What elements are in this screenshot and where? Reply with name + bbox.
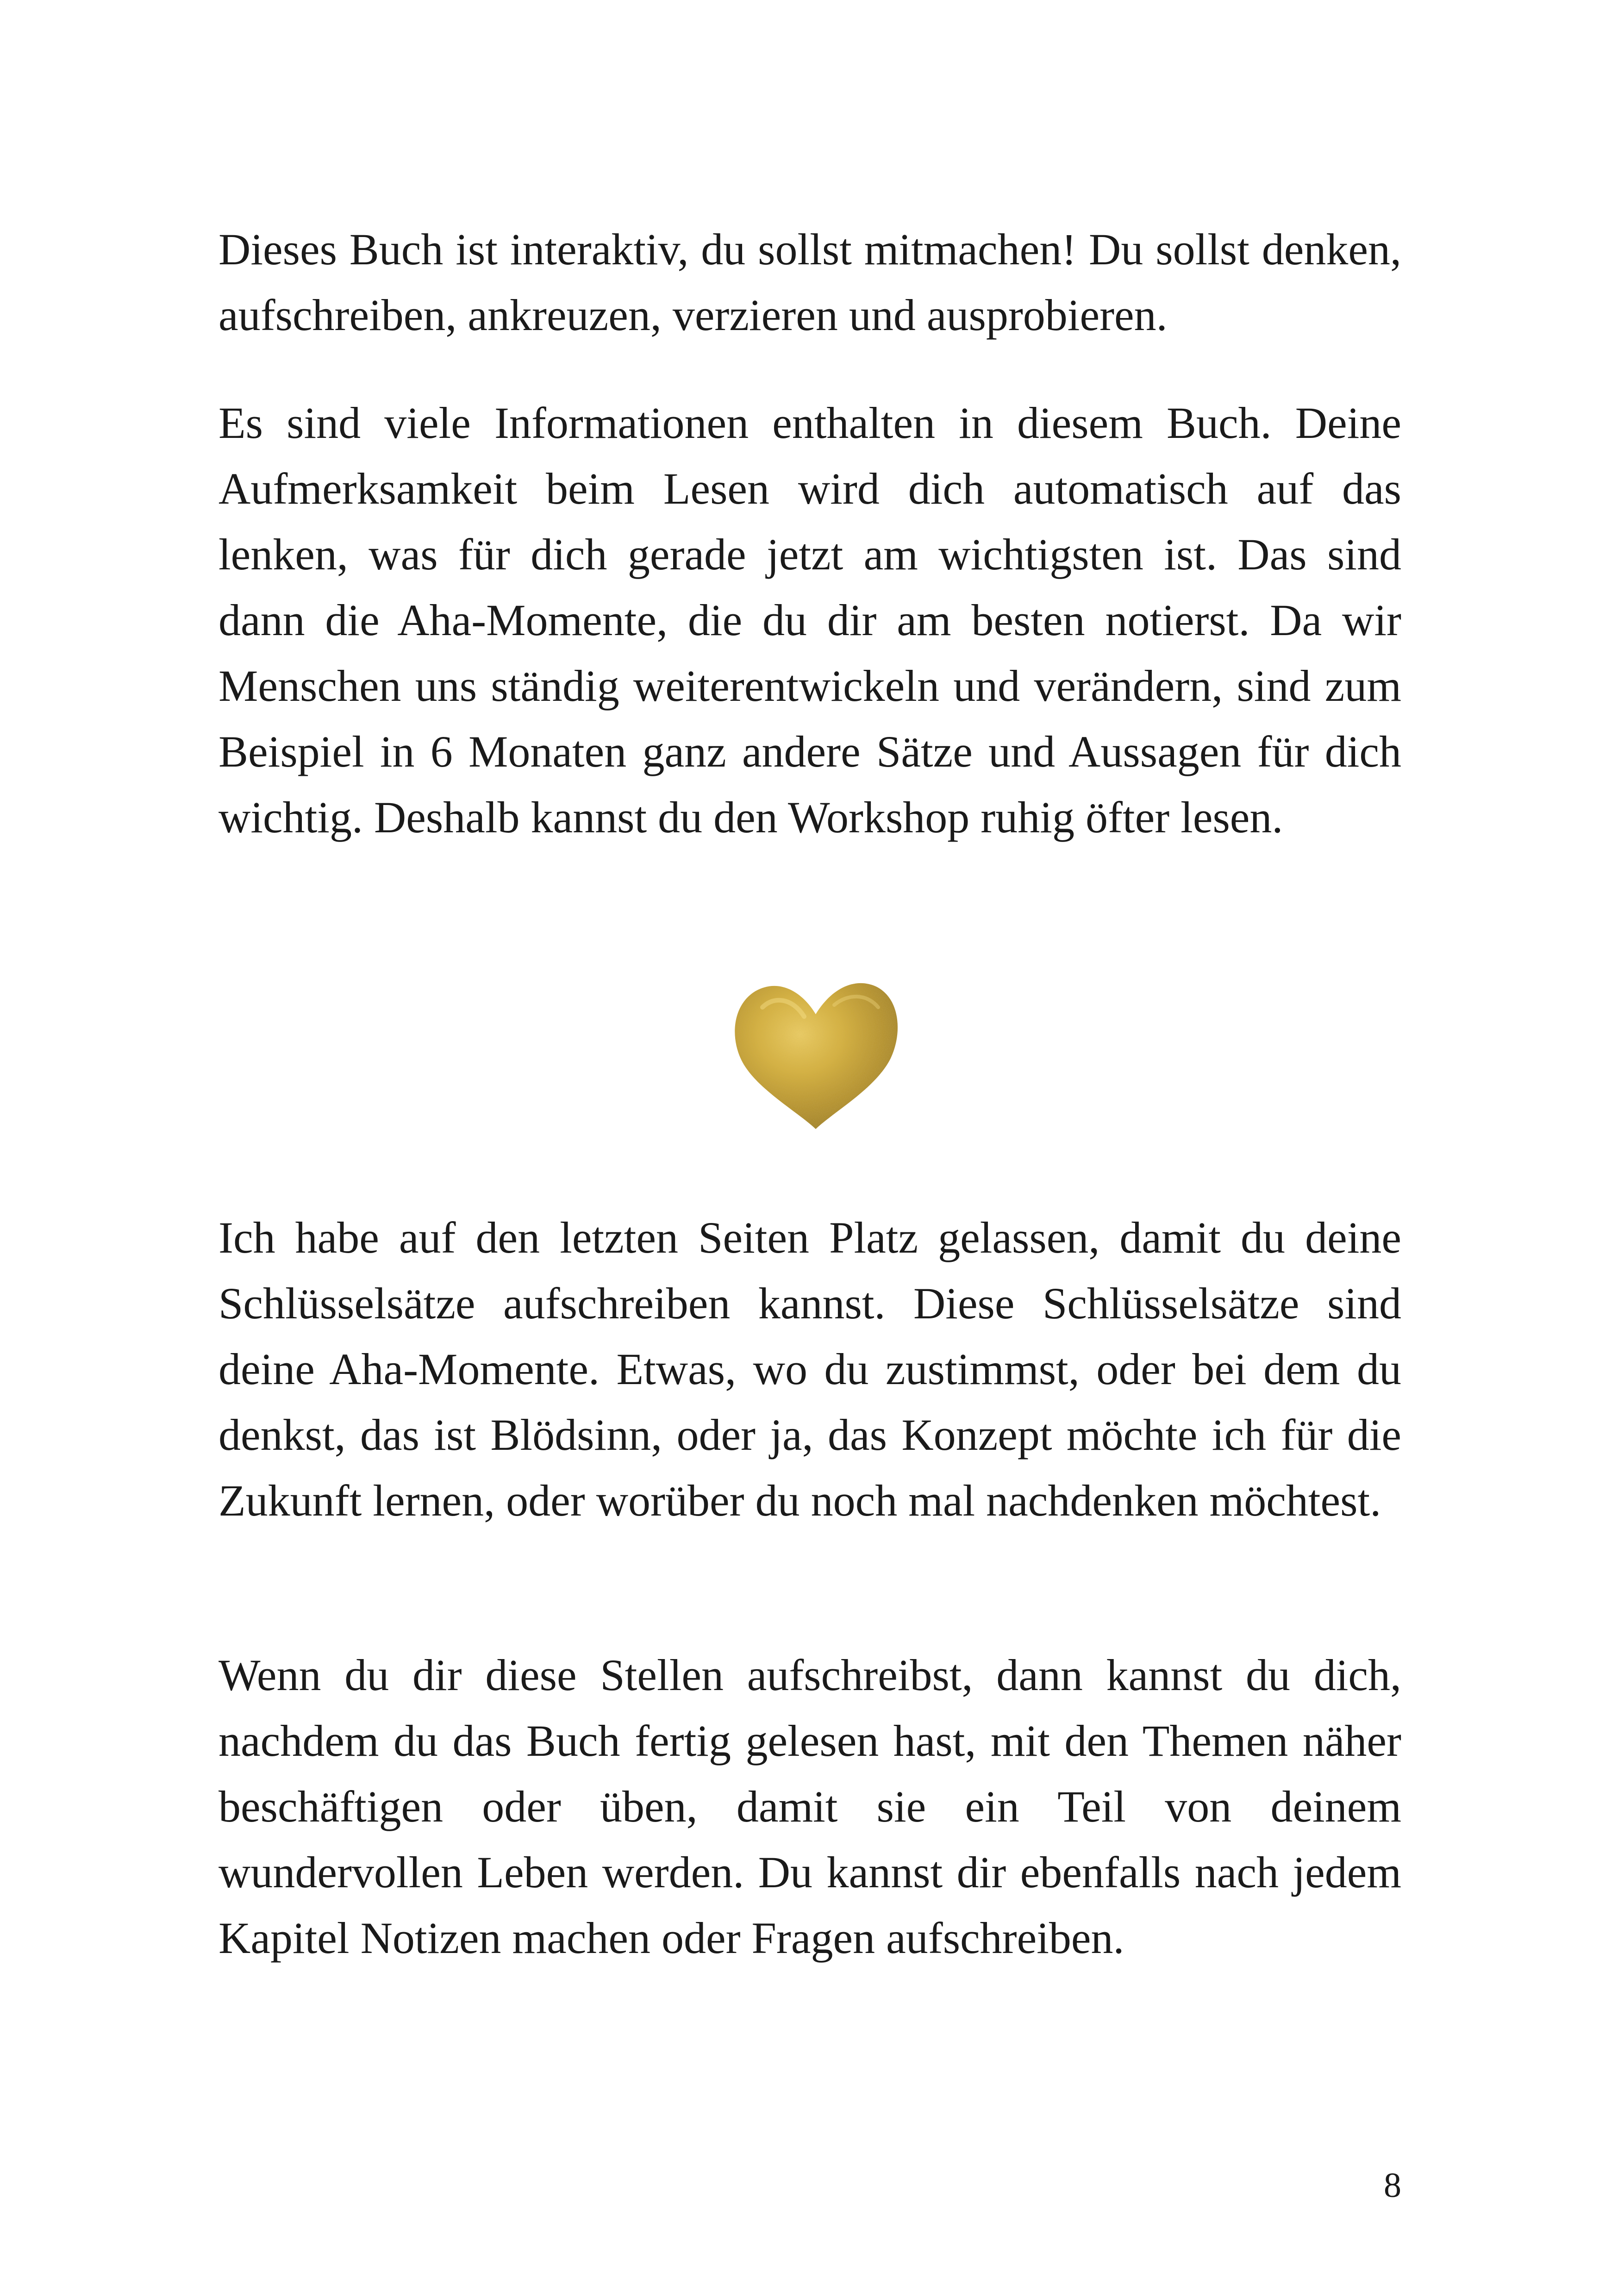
paragraph-writing-notes: Wenn du dir diese Stellen aufschreibst, dann kannst du dich, nachdem du das Buch fertig gelesen hast, mit den Themen näher beschäftigen oder üben, damit sie ein Teil von deinem wundervollen Leben werden. Du kannst dir ebenfalls nach jedem Kapitel Notizen machen oder Fragen aufschreiben. bbox=[219, 1650, 1401, 1963]
paragraph-interactive-intro: Dieses Buch ist interaktiv, du sollst mitmachen! Du sollst denken, aufschreiben, ankreuzen, verzieren und ausprobieren. bbox=[219, 225, 1401, 340]
paragraph-key-sentences: Ich habe auf den letzten Seiten Platz gelassen, damit du deine Schlüsselsätze aufschreiben kannst. Diese Schlüsselsätze sind deine Aha-Momente. Etwas, wo du zustimmst, oder bei dem du denkst, das ist Blödsinn, oder ja, das Konzept möchte ich für die Zukunft lernen, oder worüber du noch mal nachdenken möchtest. bbox=[219, 1213, 1401, 1525]
page-number: 8 bbox=[1384, 2166, 1401, 2205]
gold-heart-icon bbox=[728, 973, 904, 1135]
paragraph-information: Es sind viele Informationen enthalten in diesem Buch. Deine Aufmerksamkeit beim Lesen wird dich automatisch auf das lenken, was für dich gerade jetzt am wichtigsten ist. Das sind dann die Aha-Momente, die du dir am besten notierst. Da wir Menschen uns ständig weiterentwickeln und verändern, sind zum Beispiel in 6 Monaten ganz andere Sätze und Aussagen für dich wichtig. Deshalb kannst du den Workshop ruhig öfter lesen. bbox=[219, 398, 1401, 842]
